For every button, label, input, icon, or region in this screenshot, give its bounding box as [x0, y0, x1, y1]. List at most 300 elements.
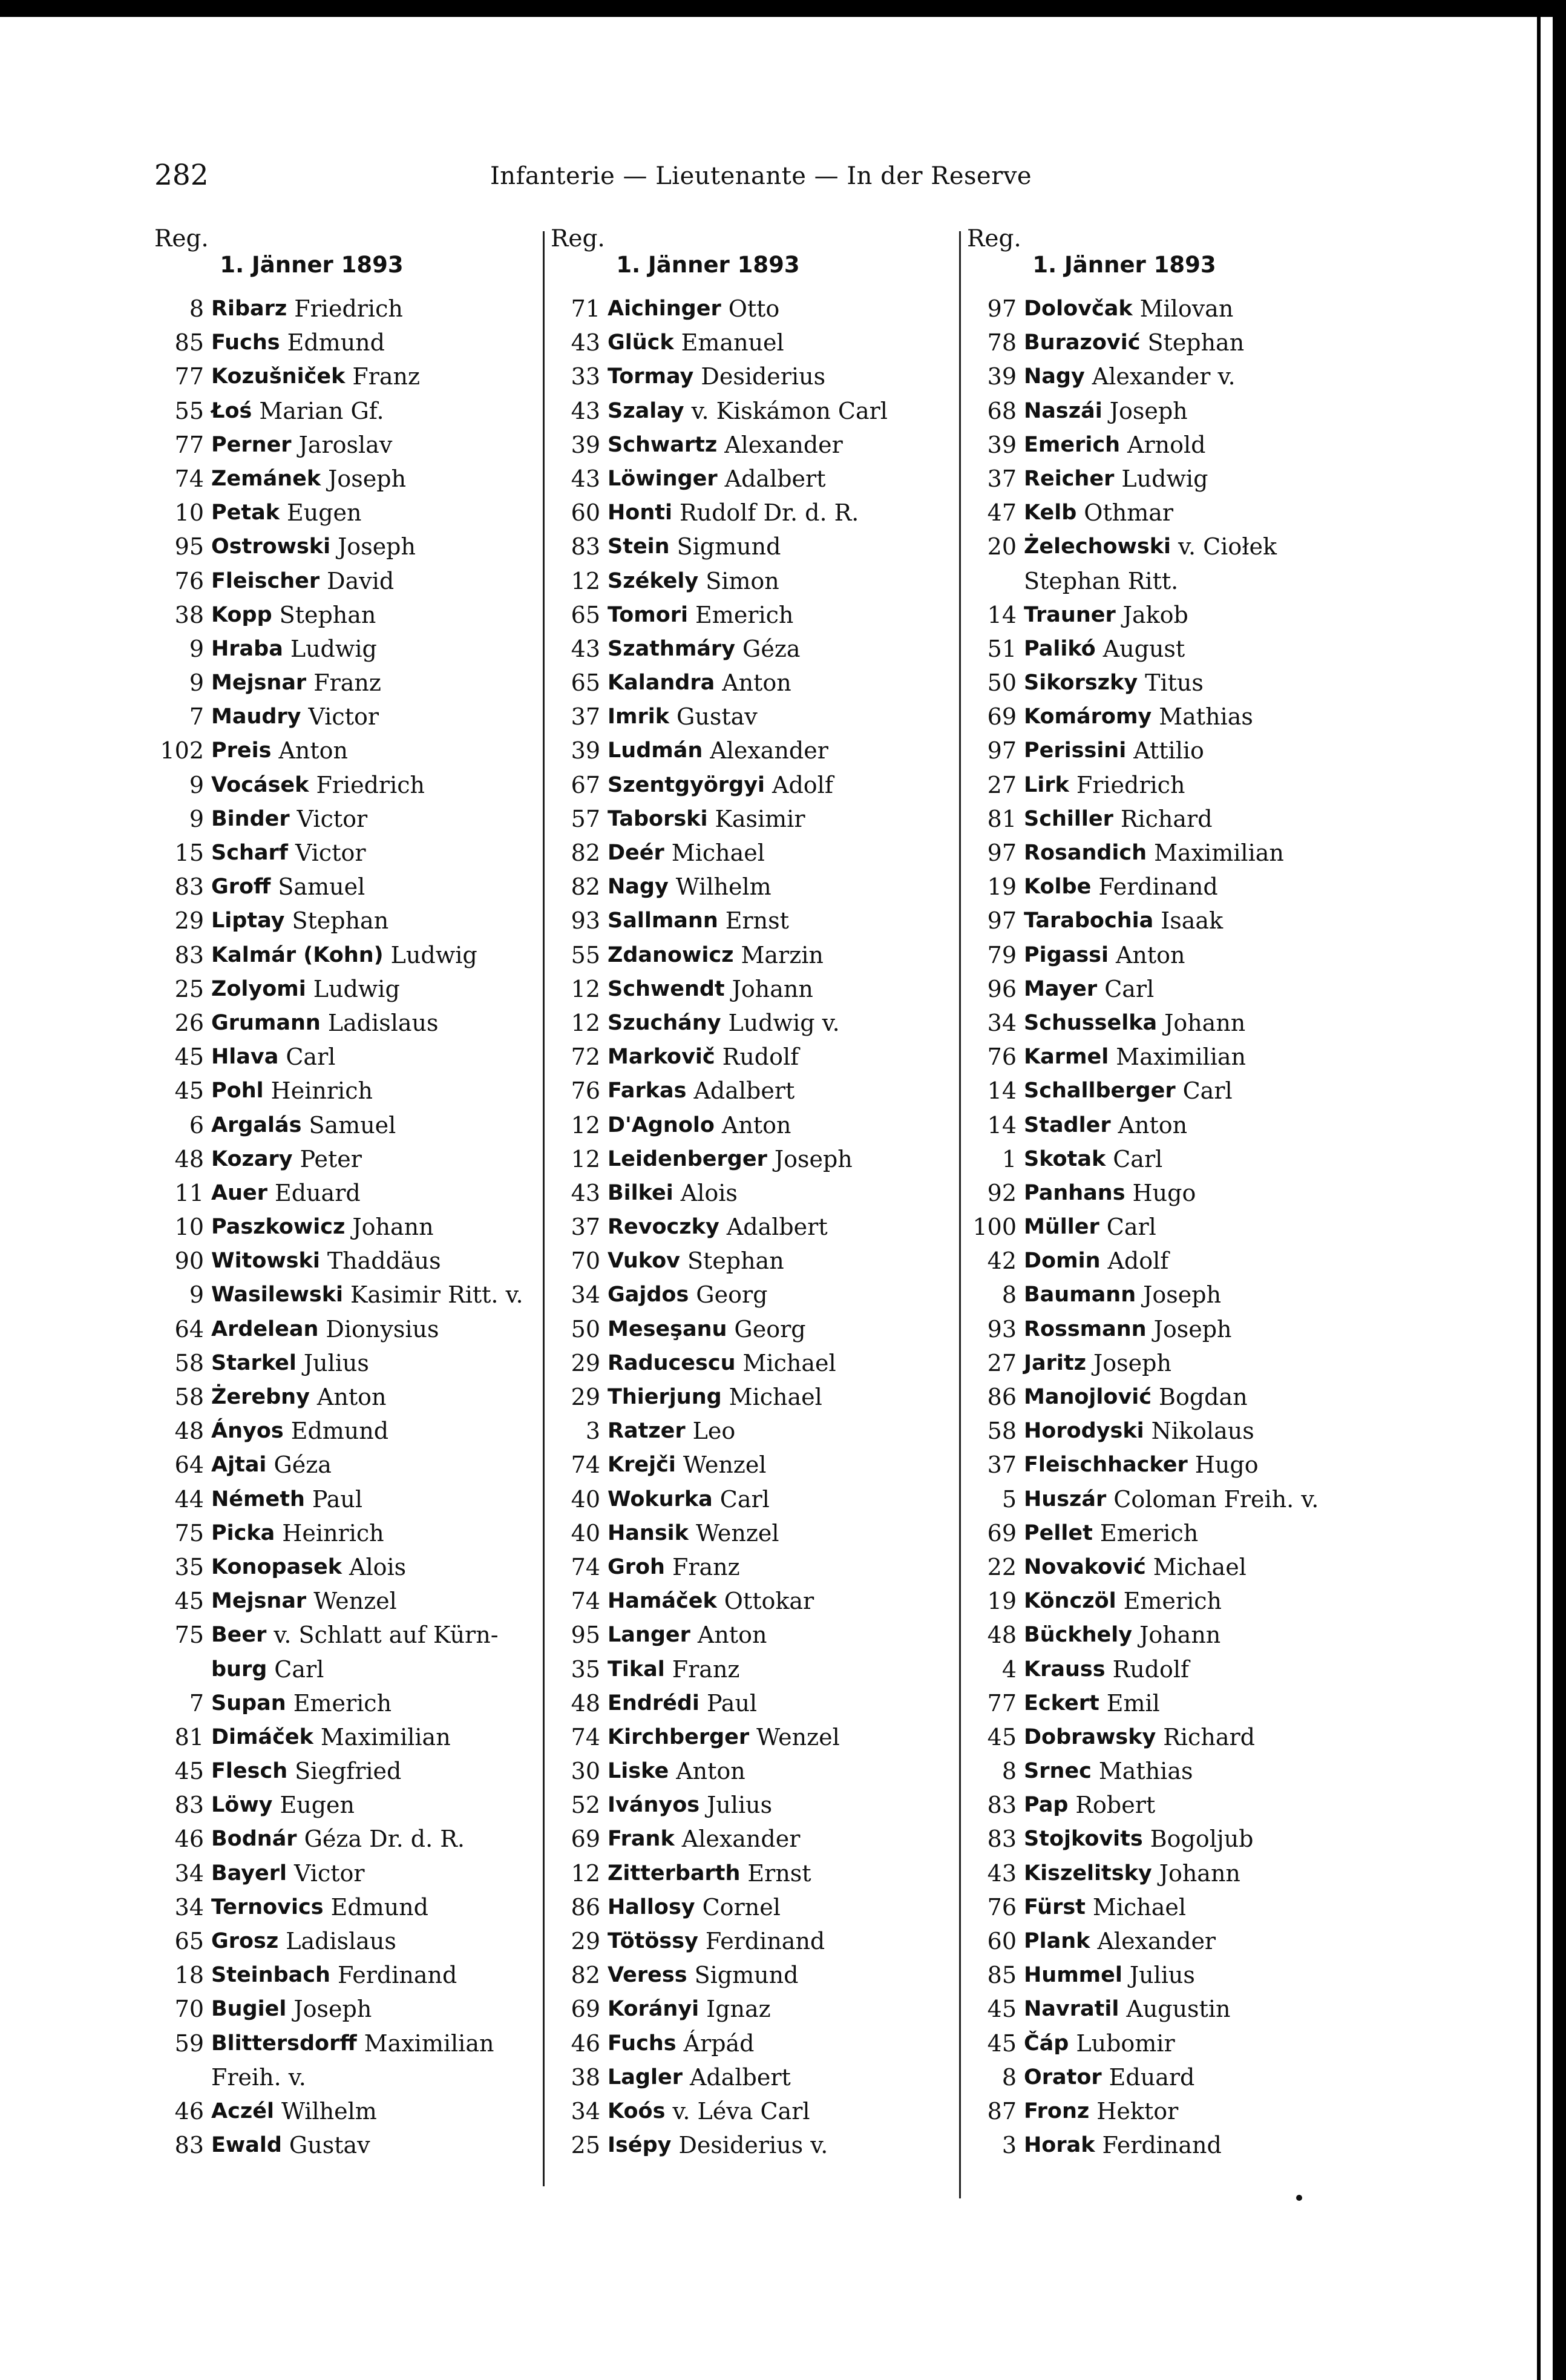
surname: Meseşanu [608, 1317, 727, 1341]
list-item [551, 1142, 888, 1176]
list-item [551, 1856, 888, 1890]
page-edge-line [1537, 17, 1541, 2380]
surname: Tormay [608, 364, 694, 389]
surname: Łoś [211, 398, 252, 423]
regiment-number: 83 [987, 1826, 1017, 1853]
list-item [967, 2027, 1319, 2060]
surname: Zolyomi [211, 976, 306, 1001]
given-name: Ignaz [706, 1996, 771, 2023]
column-2 [551, 225, 938, 2186]
list-item [967, 768, 1319, 802]
list-item [967, 836, 1319, 870]
given-name: Wilhelm [281, 2097, 377, 2125]
column-separator [543, 231, 545, 2186]
regiment-number: 46 [174, 2097, 204, 2125]
list-item [154, 2094, 523, 2128]
surname: Könczöl [1024, 1589, 1116, 1614]
surname: Zdanowicz [608, 942, 734, 967]
surname: Reicher [1024, 466, 1115, 491]
given-name: Julius [1129, 1962, 1195, 1989]
surname: Hummel [1024, 1963, 1122, 1988]
surname: Markovič [608, 1045, 715, 1070]
entry-list [154, 292, 523, 2162]
surname: Ányos [211, 1419, 284, 1444]
surname: Schusselka [1024, 1010, 1158, 1035]
list-item [154, 938, 523, 972]
regiment-number: 65 [571, 601, 600, 628]
given-name: Johann [352, 1214, 434, 1241]
regiment-number: 79 [987, 941, 1017, 968]
surname: Orator [1024, 2065, 1102, 2089]
list-item [154, 734, 523, 768]
regiment-number: 97 [987, 840, 1017, 866]
surname: Żerebny [211, 1385, 310, 1409]
given-name: Johann [732, 975, 813, 1002]
regiment-number: 43 [987, 1859, 1017, 1887]
surname: Domin [1024, 1249, 1101, 1274]
regiment-number: 50 [571, 1315, 600, 1343]
given-name: Adalbert [724, 465, 826, 492]
list-item [967, 1992, 1319, 2026]
given-name: Michael [1092, 1893, 1187, 1921]
list-item [154, 1686, 523, 1720]
given-name: v. Schlatt auf Kürn- [274, 1622, 499, 1649]
given-name: Siegfried [295, 1758, 402, 1785]
list-item [967, 632, 1319, 666]
surname: Fuchs [608, 2031, 677, 2056]
list-item [551, 598, 888, 632]
list-item-continuation [154, 2060, 523, 2094]
surname: Stadler [1024, 1113, 1111, 1137]
regiment-number: 35 [174, 1553, 204, 1580]
regiment-number: 83 [174, 873, 204, 901]
list-item [154, 870, 523, 904]
surname: Mejsnar [211, 671, 307, 695]
surname: Bayerl [211, 1861, 287, 1885]
regiment-number: 76 [174, 567, 204, 594]
given-name: Friedrich [294, 295, 403, 322]
list-item [967, 1856, 1319, 1890]
given-name: Ferdinand [705, 1928, 825, 1954]
given-name: Georg [734, 1315, 806, 1343]
surname: Isépy [608, 2133, 672, 2158]
regiment-number: 14 [987, 1077, 1017, 1105]
list-item [154, 564, 523, 598]
surname: Lagler [608, 2065, 683, 2089]
regiment-number: 4 [1001, 1655, 1017, 1683]
surname: Karmel [1024, 1045, 1109, 1070]
given-name: Franz [672, 1655, 740, 1683]
given-name: Ladislaus [286, 1928, 396, 1954]
surname: Hallosy [608, 1895, 695, 1919]
list-item [967, 1550, 1319, 1584]
entry-list [551, 292, 888, 2162]
surname: Dolovčak [1024, 297, 1133, 321]
surname: Glück [608, 330, 674, 355]
regiment-number: 76 [987, 1893, 1017, 1921]
surname: Dimáček [211, 1724, 313, 1749]
surname: Tomori [608, 602, 689, 627]
surname: Petak [211, 501, 280, 525]
given-name: Desiderius v. [678, 2132, 828, 2159]
surname: Kirchberger [608, 1724, 750, 1749]
list-item [967, 1244, 1319, 1278]
list-item [967, 802, 1319, 836]
list-item [551, 768, 888, 802]
surname: Pigassi [1024, 942, 1109, 967]
given-name: Rudolf [1112, 1655, 1190, 1683]
surname: Honti [608, 501, 672, 525]
regiment-number: 14 [987, 1111, 1017, 1139]
surname: Pellet [1024, 1520, 1093, 1545]
list-item [154, 768, 523, 802]
regiment-number: 45 [174, 1758, 204, 1785]
given-name: Emerich [293, 1689, 392, 1717]
given-name: Julius [303, 1349, 369, 1376]
regiment-number: 5 [1001, 1485, 1017, 1513]
column-date: 1. Jänner 1893 [616, 252, 800, 278]
given-name: Jaroslav [298, 431, 393, 458]
surname: Manojlović [1024, 1385, 1152, 1409]
given-name: Carl [1106, 1214, 1156, 1241]
list-item [551, 326, 888, 360]
list-item [154, 326, 523, 360]
regiment-number: 72 [571, 1044, 600, 1071]
given-name: Carl [1113, 1145, 1163, 1172]
surname: Hansik [608, 1520, 689, 1545]
surname: Imrik [608, 705, 670, 729]
given-name: Alois [680, 1179, 738, 1206]
reg-label: Reg. [967, 225, 1021, 252]
given-name: Alexander [1097, 1928, 1216, 1954]
regiment-number: 45 [987, 2030, 1017, 2057]
list-item [967, 1108, 1319, 1142]
surname: Ostrowski [211, 534, 331, 559]
list-item [154, 1550, 523, 1584]
regiment-number: 39 [571, 737, 600, 764]
list-item [967, 1448, 1319, 1482]
given-name: Victor [308, 703, 379, 731]
list-item [967, 1414, 1319, 1448]
given-name: Ludwig [1121, 465, 1208, 492]
regiment-number: 83 [174, 2132, 204, 2159]
given-name: Stephan [1147, 329, 1245, 357]
given-name: Ernst [725, 907, 789, 935]
regiment-number: 74 [571, 1723, 600, 1750]
regiment-number: 71 [571, 295, 600, 322]
given-name: Anton [316, 1384, 387, 1410]
surname: Hamáček [608, 1589, 717, 1614]
list-item [154, 1244, 523, 1278]
given-name: Isaak [1161, 907, 1224, 935]
regiment-number: 29 [571, 1349, 600, 1376]
given-name: Dionysius [326, 1315, 439, 1343]
list-item [551, 292, 888, 326]
given-name: Ottokar [724, 1588, 814, 1615]
list-item [967, 1278, 1319, 1312]
surname: Emerich [1024, 432, 1121, 457]
regiment-number: 77 [987, 1689, 1017, 1717]
regiment-number: 64 [174, 1315, 204, 1343]
surname: Frank [608, 1827, 675, 1852]
given-name: Emil [1106, 1689, 1160, 1717]
given-name: Anton [722, 669, 791, 697]
surname: Picka [211, 1520, 275, 1545]
regiment-number: 82 [571, 1962, 600, 1989]
given-name: Richard [1120, 805, 1213, 832]
surname: Schallberger [1024, 1079, 1176, 1103]
surname: Farkas [608, 1079, 687, 1103]
regiment-number: 65 [571, 669, 600, 697]
regiment-number: 37 [987, 465, 1017, 492]
surname: Witowski [211, 1249, 320, 1274]
list-item [967, 1618, 1319, 1652]
given-name: Adalbert [726, 1214, 828, 1241]
regiment-number: 19 [987, 873, 1017, 901]
regiment-number: 90 [174, 1248, 204, 1275]
list-item [551, 1822, 888, 1856]
surname: Liptay [211, 909, 285, 933]
list-item [551, 1958, 888, 1992]
regiment-number: 46 [174, 1826, 204, 1853]
given-name: Eduard [1109, 2063, 1195, 2091]
given-name: Wenzel [756, 1723, 840, 1750]
surname: Kopp [211, 602, 272, 627]
given-name: Stephan [279, 601, 376, 628]
given-name: Ferdinand [1102, 2132, 1222, 2159]
given-name: Anton [676, 1758, 745, 1785]
surname: Székely [608, 568, 699, 593]
surname: Szathmáry [608, 636, 736, 661]
given-name: August [1102, 635, 1185, 662]
continuation-text: Carl [274, 1655, 324, 1683]
regiment-number: 3 [1001, 2132, 1017, 2159]
list-item [154, 496, 523, 530]
list-item [551, 734, 888, 768]
given-name: Richard [1163, 1723, 1255, 1750]
given-name: Johann [1159, 1859, 1240, 1887]
surname: Novaković [1024, 1554, 1146, 1579]
given-name: Géza [274, 1451, 332, 1479]
given-name: Marzin [741, 941, 824, 968]
continuation-text: Stephan Ritt. [1024, 567, 1179, 594]
surname: Liske [608, 1759, 669, 1784]
regiment-number: 37 [571, 703, 600, 731]
list-item [154, 632, 523, 666]
surname: Lirk [1024, 772, 1069, 797]
surname: Kiszelitsky [1024, 1861, 1152, 1885]
list-item [154, 1516, 523, 1550]
surname: Argalás [211, 1113, 302, 1137]
list-item [551, 1040, 888, 1074]
regiment-number: 12 [571, 1009, 600, 1036]
column-date: 1. Jänner 1893 [1032, 252, 1216, 278]
regiment-number: 81 [174, 1723, 204, 1750]
surname: Wasilewski [211, 1283, 343, 1307]
given-name: Anton [697, 1622, 767, 1649]
regiment-number: 82 [571, 840, 600, 866]
list-item [967, 1788, 1319, 1822]
regiment-number: 45 [174, 1588, 204, 1615]
regiment-number: 38 [174, 601, 204, 628]
given-name: Árpád [683, 2030, 755, 2057]
surname: Veress [608, 1963, 687, 1988]
given-name: Joseph [1143, 1281, 1222, 1309]
list-item [551, 2060, 888, 2094]
list-item [551, 1448, 888, 1482]
list-item [967, 2094, 1319, 2128]
surname: Navratil [1024, 1997, 1119, 2022]
regiment-number: 7 [189, 1689, 204, 1717]
surname: Schiller [1024, 806, 1113, 831]
given-name: Milovan [1139, 295, 1234, 322]
given-name: Carl [1182, 1077, 1233, 1105]
surname: Tötössy [608, 1929, 698, 1953]
list-item [154, 1720, 523, 1754]
given-name: Bogdan [1159, 1384, 1248, 1410]
given-name: Emerich [695, 601, 794, 628]
given-name: Cornel [702, 1893, 781, 1921]
given-name: Friedrich [1076, 771, 1185, 798]
list-item [967, 292, 1319, 326]
list-item [551, 2128, 888, 2162]
regiment-number: 74 [571, 1588, 600, 1615]
list-item [551, 2094, 888, 2128]
regiment-number: 19 [987, 1588, 1017, 1615]
regiment-number: 55 [174, 397, 204, 424]
regiment-number: 37 [987, 1451, 1017, 1479]
given-name: Carl [1104, 975, 1155, 1002]
surname: Rosandich [1024, 841, 1147, 865]
list-item [551, 836, 888, 870]
list-item [551, 700, 888, 734]
surname: Raducescu [608, 1350, 736, 1375]
surname: Flesch [211, 1759, 288, 1784]
list-item [154, 904, 523, 938]
regiment-number: 9 [189, 1281, 204, 1309]
given-name: Sigmund [694, 1962, 799, 1989]
list-item [551, 1244, 888, 1278]
surname: Sikorszky [1024, 671, 1138, 695]
regiment-number: 86 [571, 1893, 600, 1921]
given-name: Kasimir Ritt. v. [350, 1281, 523, 1309]
given-name: Wenzel [695, 1519, 779, 1547]
regiment-number: 34 [174, 1893, 204, 1921]
list-item [967, 1754, 1319, 1788]
regiment-number: 68 [987, 397, 1017, 424]
regiment-number: 57 [571, 805, 600, 832]
column-separator [959, 231, 961, 2198]
surname: Nagy [1024, 364, 1085, 389]
given-name: Adalbert [693, 1077, 795, 1105]
regiment-number: 85 [174, 329, 204, 357]
regiment-number: 77 [174, 363, 204, 390]
list-item [154, 1618, 523, 1652]
given-name: Wilhelm [675, 873, 772, 901]
surname: Leidenberger [608, 1146, 767, 1171]
surname: Endrédi [608, 1691, 699, 1715]
list-item [551, 530, 888, 564]
regiment-number: 9 [189, 635, 204, 662]
surname: Aczél [211, 2099, 274, 2123]
list-item [154, 802, 523, 836]
surname: Perner [211, 432, 292, 457]
surname: Ardelean [211, 1317, 319, 1341]
list-item [967, 904, 1319, 938]
surname: Starkel [211, 1350, 296, 1375]
given-name: Franz [352, 363, 421, 390]
regiment-number: 77 [174, 431, 204, 458]
regiment-number: 34 [571, 1281, 600, 1309]
list-item [967, 972, 1319, 1006]
surname: Mayer [1024, 976, 1098, 1001]
regiment-number: 78 [987, 329, 1017, 357]
surname: Preis [211, 738, 272, 763]
regiment-number: 69 [987, 1519, 1017, 1547]
regiment-number: 3 [585, 1418, 600, 1445]
given-name: Hugo [1132, 1179, 1196, 1206]
page-number: 282 [154, 159, 209, 192]
regiment-number: 20 [987, 533, 1017, 560]
regiment-number: 27 [987, 771, 1017, 798]
regiment-number: 76 [571, 1077, 600, 1105]
surname: Taborski [608, 806, 708, 831]
list-item [967, 1074, 1319, 1108]
list-item [154, 1176, 523, 1210]
regiment-number: 38 [571, 2063, 600, 2091]
surname: Bückhely [1024, 1623, 1133, 1648]
regiment-number: 34 [571, 2097, 600, 2125]
regiment-number: 83 [987, 1792, 1017, 1819]
regiment-number: 70 [174, 1996, 204, 2023]
given-name: Edmund [290, 1418, 389, 1445]
list-item [154, 1346, 523, 1380]
regiment-number: 33 [571, 363, 600, 390]
surname: Baumann [1024, 1283, 1136, 1307]
regiment-number: 59 [174, 2030, 204, 2057]
surname: Fleischer [211, 568, 320, 593]
regiment-number: 39 [571, 431, 600, 458]
surname: Ajtai [211, 1453, 267, 1478]
given-name: v. Léva Carl [672, 2097, 810, 2125]
surname: Szentgyörgyi [608, 772, 765, 797]
regiment-number: 35 [571, 1655, 600, 1683]
list-item [154, 530, 523, 564]
surname: Jaritz [1024, 1350, 1087, 1375]
list-item [154, 598, 523, 632]
given-name: Michael [1153, 1553, 1247, 1580]
scan-border-right [1553, 0, 1566, 2380]
regiment-number: 97 [987, 295, 1017, 322]
surname: Horak [1024, 2133, 1095, 2158]
regiment-number: 39 [987, 431, 1017, 458]
list-item [154, 1788, 523, 1822]
given-name: Marian Gf. [259, 397, 384, 424]
surname: Ewald [211, 2133, 282, 2158]
given-name: Eugen [280, 1792, 355, 1819]
surname: Srnec [1024, 1759, 1092, 1784]
surname: Čáp [1024, 2031, 1069, 2056]
surname: Kolbe [1024, 875, 1092, 899]
list-item [154, 1856, 523, 1890]
regiment-number: 25 [174, 975, 204, 1002]
list-item [154, 462, 523, 496]
regiment-number: 100 [972, 1214, 1017, 1241]
regiment-number: 34 [987, 1009, 1017, 1036]
given-name: Mathias [1098, 1758, 1193, 1785]
given-name: Adolf [1107, 1248, 1169, 1275]
given-name: Paul [706, 1689, 758, 1717]
